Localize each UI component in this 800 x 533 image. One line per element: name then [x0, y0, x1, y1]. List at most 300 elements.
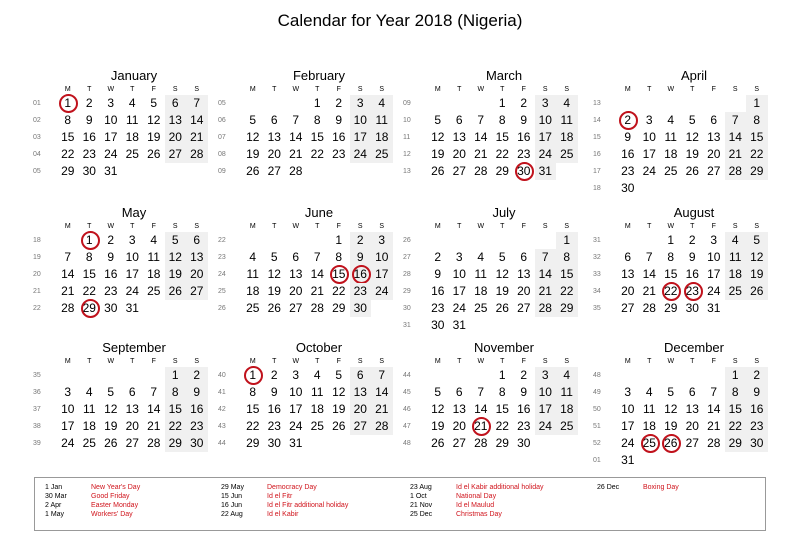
- week-number: 23: [218, 254, 226, 261]
- day-header: M: [624, 223, 631, 230]
- day-cell: 12: [147, 113, 161, 127]
- day-cell: 10: [535, 112, 557, 129]
- day-cell: 24: [104, 147, 118, 161]
- day-cell: 29: [61, 164, 75, 178]
- holiday-entry: [597, 483, 679, 492]
- day-cell: 11: [556, 112, 578, 129]
- holiday-name: New Year's Day: [91, 484, 141, 491]
- day-cell: 3: [350, 95, 372, 112]
- day-cell: 24: [289, 419, 303, 433]
- day-cell: 19: [267, 284, 281, 298]
- holiday-name: Democracy Day: [267, 484, 317, 491]
- day-cell: 3: [645, 113, 653, 127]
- day-cell: 13: [186, 249, 208, 266]
- month-august: [593, 205, 771, 317]
- day-cell: 25: [474, 301, 488, 315]
- day-cell: 1: [165, 367, 187, 384]
- week-number: 25: [218, 288, 226, 295]
- day-header: T: [690, 358, 695, 365]
- week-number: 18: [593, 185, 601, 192]
- day-cell: 23: [746, 418, 768, 435]
- day-cell: 13: [707, 130, 721, 144]
- day-cell: 15: [165, 401, 187, 418]
- holiday-entry: [221, 492, 348, 501]
- month-name: January: [110, 68, 158, 83]
- day-cell: 30: [621, 181, 635, 195]
- week-number: 37: [33, 406, 41, 413]
- day-cell: 11: [83, 402, 96, 416]
- week-number: 26: [403, 237, 411, 244]
- holiday-day-cell: 2: [617, 112, 639, 129]
- day-cell: 23: [431, 301, 445, 315]
- month-name: July: [492, 205, 516, 220]
- day-cell: 4: [150, 233, 158, 247]
- day-cell: 2: [520, 368, 528, 382]
- day-cell: 18: [556, 129, 578, 146]
- holiday-name: Id el Kabir: [267, 511, 299, 518]
- day-header: F: [521, 86, 526, 93]
- day-cell: 6: [165, 95, 187, 112]
- day-header: S: [754, 86, 760, 93]
- day-cell: 13: [350, 384, 372, 401]
- week-number: 48: [403, 440, 411, 447]
- holiday-day-cell: 22: [660, 283, 682, 300]
- day-cell: 14: [186, 112, 208, 129]
- day-cell: 24: [535, 146, 557, 163]
- week-number: 04: [33, 151, 41, 158]
- day-cell: 30: [267, 436, 281, 450]
- day-cell: 3: [535, 95, 557, 112]
- day-cell: 6: [270, 113, 278, 127]
- day-cell: 11: [311, 385, 324, 399]
- day-cell: 8: [313, 113, 321, 127]
- day-cell: 8: [64, 113, 72, 127]
- day-cell: 20: [289, 284, 303, 298]
- day-cell: 19: [165, 266, 187, 283]
- day-header: S: [542, 223, 548, 230]
- holiday-day-cell: 30: [513, 163, 535, 180]
- day-cell: 24: [642, 164, 656, 178]
- day-header: W: [477, 86, 485, 93]
- day-cell: 7: [725, 112, 747, 129]
- day-cell: 19: [147, 130, 161, 144]
- day-header: F: [521, 358, 526, 365]
- week-number: 45: [403, 389, 411, 396]
- day-cell: 20: [267, 147, 281, 161]
- day-cell: 27: [350, 418, 372, 435]
- page-title: Calendar for Year 2018 (Nigeria): [277, 11, 523, 30]
- day-cell: 24: [707, 284, 721, 298]
- week-number: 01: [593, 457, 601, 464]
- day-cell: 3: [710, 233, 718, 247]
- day-header: T: [315, 223, 320, 230]
- day-cell: 16: [685, 267, 699, 281]
- day-cell: 29: [246, 436, 260, 450]
- day-header: T: [130, 223, 135, 230]
- day-cell: 16: [517, 130, 531, 144]
- day-cell: 28: [474, 436, 488, 450]
- day-cell: 20: [125, 419, 139, 433]
- day-cell: 30: [104, 301, 118, 315]
- day-header: M: [434, 223, 441, 230]
- week-number: 52: [593, 440, 601, 447]
- day-header: T: [87, 86, 92, 93]
- day-cell: 16: [517, 402, 531, 416]
- month-name: February: [292, 68, 346, 83]
- day-cell: 6: [128, 385, 136, 399]
- day-cell: 2: [85, 96, 93, 110]
- day-cell: 7: [645, 250, 653, 264]
- day-cell: 4: [725, 232, 747, 249]
- week-number: 48: [593, 372, 601, 379]
- day-cell: 23: [517, 419, 531, 433]
- week-number: 13: [593, 100, 601, 107]
- day-cell: 1: [335, 233, 343, 247]
- day-cell: 5: [270, 250, 278, 264]
- day-cell: 5: [498, 250, 506, 264]
- day-cell: 15: [82, 267, 96, 281]
- week-number: 22: [218, 237, 226, 244]
- day-header: F: [711, 86, 716, 93]
- day-cell: 6: [688, 385, 696, 399]
- day-cell: 13: [685, 402, 699, 416]
- day-cell: 1: [313, 96, 321, 110]
- day-cell: 26: [267, 301, 281, 315]
- day-cell: 29: [746, 163, 768, 180]
- month-name: November: [474, 340, 534, 355]
- week-number: 01: [33, 100, 41, 107]
- day-cell: 13: [289, 267, 303, 281]
- day-cell: 5: [249, 113, 257, 127]
- day-cell: 11: [556, 384, 578, 401]
- day-cell: 27: [452, 436, 466, 450]
- week-number: 19: [33, 254, 41, 261]
- day-cell: 26: [685, 164, 699, 178]
- day-cell: 2: [434, 250, 442, 264]
- week-number: 28: [403, 271, 411, 278]
- day-cell: 13: [452, 130, 466, 144]
- day-header: T: [500, 358, 505, 365]
- day-cell: 9: [520, 385, 528, 399]
- week-number: 32: [593, 254, 601, 261]
- day-cell: 8: [498, 113, 506, 127]
- day-cell: 29: [495, 164, 509, 178]
- month-february: [218, 68, 396, 180]
- day-cell: 25: [556, 418, 578, 435]
- day-cell: 10: [350, 112, 372, 129]
- day-header: T: [457, 358, 462, 365]
- day-header: M: [249, 223, 256, 230]
- holiday-day-cell: 1: [57, 95, 79, 112]
- day-cell: 16: [431, 284, 445, 298]
- day-cell: 21: [535, 283, 557, 300]
- day-cell: 17: [535, 401, 557, 418]
- day-cell: 17: [350, 129, 372, 146]
- month-name: June: [304, 205, 334, 220]
- day-cell: 17: [125, 267, 139, 281]
- day-cell: 4: [85, 385, 93, 399]
- day-cell: 24: [535, 418, 557, 435]
- day-cell: 18: [556, 401, 578, 418]
- week-number: 30: [403, 305, 411, 312]
- day-cell: 18: [642, 419, 656, 433]
- day-cell: 28: [535, 300, 557, 317]
- week-number: 47: [403, 423, 411, 430]
- day-cell: 3: [64, 385, 72, 399]
- day-cell: 3: [292, 368, 300, 382]
- day-cell: 21: [642, 284, 656, 298]
- day-cell: 17: [535, 129, 557, 146]
- holiday-day-cell: 16: [350, 266, 372, 283]
- week-number: 46: [403, 406, 411, 413]
- day-header: S: [357, 223, 363, 230]
- day-cell: 18: [82, 419, 96, 433]
- holiday-name: Good Friday: [91, 493, 130, 500]
- day-header: T: [272, 223, 277, 230]
- day-cell: 14: [289, 130, 303, 144]
- day-cell: 9: [350, 249, 372, 266]
- day-cell: 6: [520, 250, 528, 264]
- day-cell: 8: [556, 249, 578, 266]
- day-cell: 16: [104, 267, 118, 281]
- day-cell: 13: [267, 130, 281, 144]
- week-number: 36: [33, 389, 41, 396]
- day-cell: 23: [517, 147, 531, 161]
- holiday-date: 16 Jun: [221, 502, 243, 509]
- day-header: S: [194, 86, 200, 93]
- week-number: 14: [593, 117, 601, 124]
- day-header: M: [624, 358, 631, 365]
- day-cell: 9: [85, 113, 93, 127]
- holiday-date: 30 Mar: [45, 493, 67, 500]
- day-cell: 20: [452, 419, 466, 433]
- day-header: S: [754, 358, 760, 365]
- day-cell: 25: [82, 436, 96, 450]
- month-october: [218, 340, 396, 452]
- day-cell: 5: [335, 368, 343, 382]
- day-cell: 1: [667, 233, 675, 247]
- day-cell: 8: [85, 250, 93, 264]
- day-cell: 5: [667, 385, 675, 399]
- month-name: March: [485, 68, 523, 83]
- day-cell: 1: [725, 367, 747, 384]
- holiday-day-cell: 15: [328, 266, 350, 283]
- day-cell: 1: [746, 95, 768, 112]
- day-cell: 15: [664, 267, 678, 281]
- day-cell: 27: [621, 301, 635, 315]
- day-header: W: [667, 223, 675, 230]
- day-cell: 14: [147, 402, 161, 416]
- holiday-entry: [45, 510, 140, 519]
- week-number: 24: [218, 271, 226, 278]
- day-cell: 22: [310, 147, 324, 161]
- day-header: F: [521, 223, 526, 230]
- day-cell: 28: [147, 436, 161, 450]
- day-header: W: [292, 86, 300, 93]
- day-cell: 22: [82, 284, 96, 298]
- day-header: M: [434, 358, 441, 365]
- day-cell: 10: [371, 249, 393, 266]
- day-cell: 10: [707, 250, 721, 264]
- holiday-name: Easter Monday: [91, 502, 139, 509]
- holiday-date: 1 Jan: [45, 484, 63, 491]
- month-name: August: [673, 205, 715, 220]
- day-cell: 21: [289, 147, 303, 161]
- day-cell: 23: [186, 418, 208, 435]
- holiday-name: Boxing Day: [643, 484, 679, 491]
- day-header: S: [194, 358, 200, 365]
- day-cell: 29: [332, 301, 346, 315]
- day-cell: 15: [556, 266, 578, 283]
- day-cell: 7: [477, 113, 485, 127]
- holiday-entry: [221, 510, 348, 519]
- day-cell: 9: [335, 113, 343, 127]
- week-number: 05: [218, 100, 226, 107]
- day-cell: 31: [535, 163, 557, 180]
- day-cell: 19: [431, 147, 445, 161]
- day-cell: 10: [452, 267, 466, 281]
- day-cell: 7: [371, 367, 393, 384]
- holiday-entry: [410, 483, 544, 492]
- day-header: T: [500, 223, 505, 230]
- holiday-day-cell: 29: [79, 300, 101, 317]
- week-number: 44: [218, 440, 226, 447]
- day-cell: 9: [270, 385, 278, 399]
- day-cell: 19: [746, 266, 768, 283]
- holiday-entry: [410, 501, 544, 510]
- day-cell: 18: [147, 267, 161, 281]
- day-cell: 31: [289, 436, 303, 450]
- day-cell: 2: [186, 367, 208, 384]
- day-cell: 26: [147, 147, 161, 161]
- day-cell: 13: [452, 402, 466, 416]
- day-cell: 20: [165, 129, 187, 146]
- month-name: May: [121, 205, 147, 220]
- day-cell: 30: [517, 436, 531, 450]
- day-header: T: [457, 223, 462, 230]
- day-header: F: [151, 223, 156, 230]
- day-cell: 11: [371, 112, 393, 129]
- holiday-name: Id el Maulud: [456, 502, 495, 509]
- day-cell: 21: [186, 129, 208, 146]
- week-number: 21: [33, 288, 41, 295]
- day-cell: 4: [645, 385, 653, 399]
- holiday-entry: [45, 501, 140, 510]
- holiday-name: Workers' Day: [91, 511, 133, 518]
- day-cell: 27: [186, 283, 208, 300]
- day-cell: 6: [624, 250, 632, 264]
- day-cell: 11: [147, 250, 160, 264]
- day-header: T: [500, 86, 505, 93]
- holiday-date: 22 Aug: [221, 511, 243, 518]
- day-cell: 28: [186, 146, 208, 163]
- day-cell: 5: [165, 232, 187, 249]
- day-cell: 9: [746, 384, 768, 401]
- day-header: T: [272, 358, 277, 365]
- day-header: S: [542, 86, 548, 93]
- day-cell: 9: [186, 384, 208, 401]
- day-cell: 4: [477, 250, 485, 264]
- month-march: [403, 68, 581, 180]
- month-january: [33, 68, 211, 180]
- holiday-name: Id el Fitr additional holiday: [267, 502, 349, 509]
- day-cell: 4: [556, 367, 578, 384]
- holiday-date: 21 Nov: [410, 502, 433, 509]
- day-cell: 30: [186, 435, 208, 452]
- day-cell: 27: [289, 301, 303, 315]
- day-cell: 5: [434, 113, 442, 127]
- day-cell: 15: [725, 401, 747, 418]
- day-header: S: [194, 223, 200, 230]
- day-cell: 30: [746, 435, 768, 452]
- day-header: S: [564, 223, 570, 230]
- day-header: T: [130, 358, 135, 365]
- day-header: W: [667, 358, 675, 365]
- holiday-day-cell: 1: [242, 367, 264, 384]
- day-header: T: [690, 223, 695, 230]
- day-header: M: [434, 86, 441, 93]
- month-april: [593, 68, 771, 197]
- day-cell: 31: [104, 164, 118, 178]
- day-header: M: [64, 223, 71, 230]
- day-cell: 7: [186, 95, 208, 112]
- week-number: 42: [218, 406, 226, 413]
- day-cell: 28: [289, 164, 303, 178]
- day-cell: 22: [332, 284, 346, 298]
- day-header: T: [690, 86, 695, 93]
- day-header: S: [732, 223, 738, 230]
- day-cell: 19: [685, 147, 699, 161]
- day-cell: 2: [520, 96, 528, 110]
- day-header: M: [624, 86, 631, 93]
- day-cell: 28: [474, 164, 488, 178]
- week-number: 35: [33, 372, 41, 379]
- day-cell: 15: [495, 130, 509, 144]
- week-number: 18: [33, 237, 41, 244]
- day-header: W: [107, 358, 115, 365]
- day-cell: 21: [310, 284, 324, 298]
- day-cell: 14: [61, 267, 75, 281]
- day-cell: 29: [495, 436, 509, 450]
- day-cell: 2: [335, 96, 343, 110]
- day-cell: 19: [495, 284, 509, 298]
- day-header: S: [357, 358, 363, 365]
- day-cell: 8: [746, 112, 768, 129]
- holiday-day-cell: 21: [470, 418, 492, 435]
- day-cell: 13: [125, 402, 139, 416]
- day-cell: 19: [104, 419, 118, 433]
- day-cell: 1: [498, 96, 506, 110]
- holiday-date: 1 May: [45, 511, 65, 518]
- holiday-day-cell: 23: [682, 283, 704, 300]
- day-cell: 8: [498, 385, 506, 399]
- day-cell: 12: [431, 130, 445, 144]
- day-header: M: [64, 86, 71, 93]
- day-cell: 6: [455, 113, 463, 127]
- day-cell: 11: [643, 402, 656, 416]
- day-cell: 27: [267, 164, 281, 178]
- day-cell: 17: [289, 402, 303, 416]
- day-cell: 31: [621, 453, 635, 467]
- day-header: S: [379, 223, 385, 230]
- holiday-column: [221, 483, 348, 519]
- day-cell: 16: [186, 401, 208, 418]
- day-header: W: [292, 223, 300, 230]
- day-header: F: [711, 358, 716, 365]
- day-cell: 14: [474, 130, 488, 144]
- day-cell: 25: [556, 146, 578, 163]
- day-header: T: [647, 86, 652, 93]
